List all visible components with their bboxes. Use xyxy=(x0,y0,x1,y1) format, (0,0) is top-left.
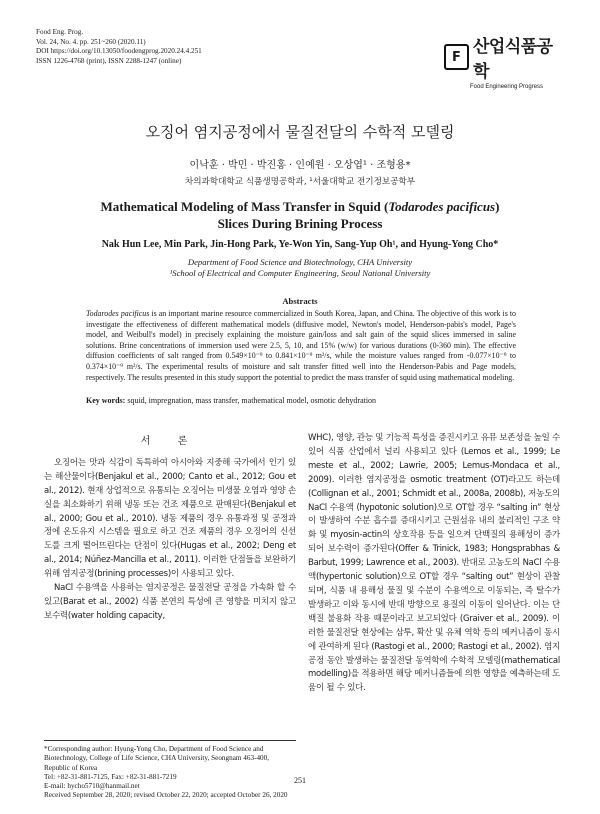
journal-doi[interactable]: DOI https://doi.org/10.13050/foodengprog.2020.24.4.251 xyxy=(36,47,202,56)
abstract-body xyxy=(86,309,516,383)
right-column xyxy=(308,432,560,696)
english-title-line2: Slices During Brining Process xyxy=(217,216,383,231)
english-affiliation-2: ¹School of Electrical and Computer Engineering, Seoul National University xyxy=(169,268,431,278)
korean-title: 오징어 염지공정에서 물질전달의 수학적 모델링 xyxy=(145,123,455,141)
abstract-heading: Abstracts xyxy=(282,296,318,306)
english-title-part2: ) xyxy=(495,199,500,214)
journal-logo xyxy=(444,32,564,94)
journal-volume: Vol. 24, No. 4. pp. 251~260 (2020.11) xyxy=(36,37,146,46)
page-number: 251 xyxy=(294,776,306,785)
english-title-part1: Mathematical Modeling of Mass Transfer in Squid ( xyxy=(100,199,389,214)
footnote-corresponding: *Corresponding author: Hyung-Yong Cho, Department of Food Science and Biotechnology, College of Life Science, CHA University, Seongnam 463-400, Republic of Korea xyxy=(44,745,270,772)
left-column xyxy=(44,431,296,624)
footnote-email[interactable]: E-mail: hycho5710@hanmail.net xyxy=(44,782,140,791)
english-affiliation-1: Department of Food Science and Biotechnology, CHA University xyxy=(187,257,413,267)
keywords-text: squid, impregnation, mass transfer, mathematical model, osmotic dehydration xyxy=(125,396,377,405)
food-engineering-logo-icon: F xyxy=(444,44,469,70)
footnote-tel: Tel: +82-31-881-7125, Fax: +82-31-881-7219 xyxy=(44,772,177,781)
english-title xyxy=(60,198,540,232)
journal-info xyxy=(36,28,202,66)
korean-affiliation: 차의과학대학교 식품생명공학과, ¹서울대학교 전기정보공학부 xyxy=(184,177,416,187)
korean-authors: 이낙훈 · 박민 · 박진홍 · 인예원 · 오상엽¹ · 조형용* xyxy=(189,160,411,171)
logo-korean-text: 산업식품공학 xyxy=(472,37,553,82)
left-paragraph-2: NaCl 수용액을 사용하는 염지공정은 물질전달 공정을 가속화 할 수 있고(Barat et al., 2002) 식품 본연의 특성에 큰 영향을 미치지 않고 보수력(water holding capacity, xyxy=(44,583,296,621)
section-heading-introduction: 서 론 xyxy=(140,436,200,447)
abstract-text: is an important marine resource commercialized in South Korea, Japan, and China. The objective of this work is to investigate the effectiveness of different mathematical models (diffusive model, Newton's model, Henderson-pabis's model, Page's model, and Weibull's model) in precisely explaining the moisture gain/loss and salt gain of the squid slices immersed in saline solutions. Brine concentrations of immersion used were 2.5, 5, 10, and 15% (w/w) for various durations (0-360 min). The effective diffusion coefficients of salt ranged from 0.549×10⁻⁹ to 0.841×10⁻⁹ m²/s, while the moisture values ranged from -0.077×10⁻⁹ to 0.374×10⁻⁹ m²/s. The experimental results of moisture and salt transfer fitted well into the Henderson-Pabis and Page models, respectively. The results presented in this study support the potential to predict the mass transfer of squid using mathematical modeling. xyxy=(86,309,517,382)
footnote-received: Received September 28, 2020; revised October 22, 2020; accepted October 26, 2020 xyxy=(44,791,288,800)
keywords xyxy=(86,396,516,405)
journal-issn: ISSN 1226-4768 (print), ISSN 2288-1247 (online) xyxy=(36,56,182,65)
right-paragraph-1: WHC), 영양, 관능 및 기능적 특성을 증진시키고 유뮤 보존성을 높일 수 있어 식품 산업에서 널리 사용되고 있다 (Lemos et al., 1999; Le meste et al., 2002; Lawrie, 2005; Lemus-Mondaca et al., 2009). 이러한 염지공정을 osmotic treatment (OT)라고도 하는데(Collignan et al., 2001; Schmidt et al., 2008a, 2008b), 저농도의 NaCl 수용액 (hypotonic solution)으로 OT할 경우 “salting in” 현상이 발생하여 수분 흡수를 증대시키고 근원섬유 내의 불리적인 구조 약화 및 myosin-actin의 상호작용 등을 일으켜 단백질의 용해성이 증가되어 보수력이 증가된다(Offer & Trinick, 1983; Hongsprabhas & Barbut, 1999; Lawrence et al., 2003). 반대로 고농도의 NaCl 수용액(hypertonic solution)으로 OT할 경우 “salting out” 현상이 관찰되며, 식품 내 용해성 물질 및 수분이 수용액으로 이동되는, 즉 탈수가 발생하고 이와 동시에 반대 방향으로 용질의 이동이 일어난다. 이는 단백질 불용화 작용 때문이라고 보고되었다 (Graiver et al., 2009). 이러한 물질전달 현상에는 삼투, 확산 및 유체 역학 등의 메커니즘이 동시에 관여하게 된다 (Rastogi et al., 2000; Rastogi et al., 2002). 염지공정 동안 발생하는 물질전달 동역학에 수학적 모델링(mathematical modelling)을 적용하면 해당 메커니즘들에 의한 영향을 예측하는데 도움이 될 수 있다. xyxy=(308,433,560,694)
logo-english-text: Food Engineering Progress xyxy=(470,84,544,90)
english-title-species: Todarodes pacificus xyxy=(388,199,496,214)
english-authors: Nak Hun Lee, Min Park, Jin-Hong Park, Ye-Won Yin, Sang-Yup Oh¹, and Hyung-Yong Cho* xyxy=(101,239,499,250)
journal-name: Food Eng. Prog. xyxy=(36,28,84,36)
left-paragraph-1: 오징어는 맛과 식감이 독특하여 아시아와 지중해 국가에서 인기 있는 해산물이다(Benjakul et al., 2000; Canto et al., 2012; Gou et al., 2012). 현재 상업적으로 유통되는 오징어는 미생물 오염과 영양 손실을 최소화하기 위해 냉동 또는 건조 제품으로 판매된다(Benjakul et al., 2000; Gou et al., 2010). 냉동 제품의 경우 유통과정 및 공정과정에 온도유지 시스템을 필요로 하고 건조 제품의 경우 오징어의 신선도를 크게 떨어뜨린다는 단점이 있다(Hugas et al., 2002; Deng et al., 2014; Núñez-Mancilla et al., 2011). 이러한 단점들을 보완하기 위해 염지공정(brining processes)이 사용되고 있다. xyxy=(44,457,296,580)
keywords-label: Key words: xyxy=(86,396,126,405)
abstract-species: Todarodes pacificus xyxy=(86,309,150,318)
english-affiliation xyxy=(0,257,600,279)
footnote xyxy=(44,740,296,801)
